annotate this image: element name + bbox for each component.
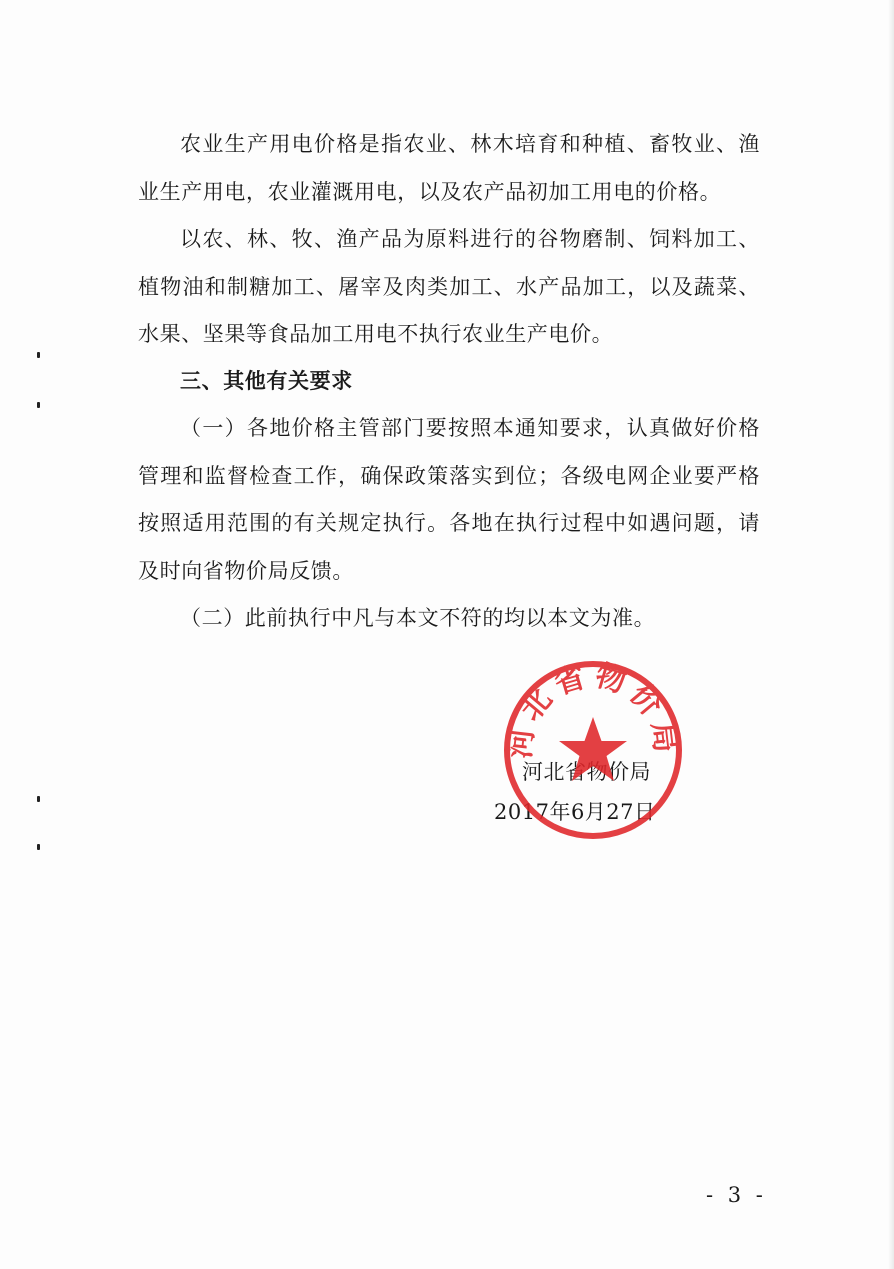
seal-text: 河北省物价局 (502, 658, 684, 761)
section-heading-other-requirements: 三、其他有关要求 (180, 369, 353, 393)
signature-date: 2017年6月27日 (494, 800, 656, 824)
official-seal-stamp (498, 655, 688, 845)
binding-hole-mark (37, 796, 40, 802)
paragraph-agricultural-price-definition: 农业生产用电价格是指农业、林木培育和种植、畜牧业、渔业生产用电，农业灌溉用电，以及农产品初加工用电的价格。 (138, 132, 760, 204)
page-edge-shadow (888, 0, 894, 1269)
binding-hole-mark (37, 352, 40, 358)
signature-organization: 河北省物价局 (522, 760, 651, 784)
binding-hole-mark (37, 844, 40, 850)
paragraph-requirement-1: （一）各地价格主管部门要按照本通知要求，认真做好价格管理和监督检查工作，确保政策落实到位；各级电网企业要严格按照适用范围的有关规定执行。各地在执行过程中如遇问题，请及时向省物价局反馈。 (138, 416, 760, 583)
seal-star-icon (559, 717, 627, 781)
paragraph-requirement-2: （二）此前执行中凡与本文不符的均以本文为准。 (180, 606, 656, 630)
page-number: - 3 - (706, 1183, 767, 1207)
binding-hole-mark (37, 402, 40, 408)
paragraph-processing-exclusions: 以农、林、牧、渔产品为原料进行的谷物磨制、饲料加工、植物油和制糖加工、屠宰及肉类加工、水产品加工，以及蔬菜、水果、坚果等食品加工用电不执行农业生产电价。 (138, 227, 760, 346)
